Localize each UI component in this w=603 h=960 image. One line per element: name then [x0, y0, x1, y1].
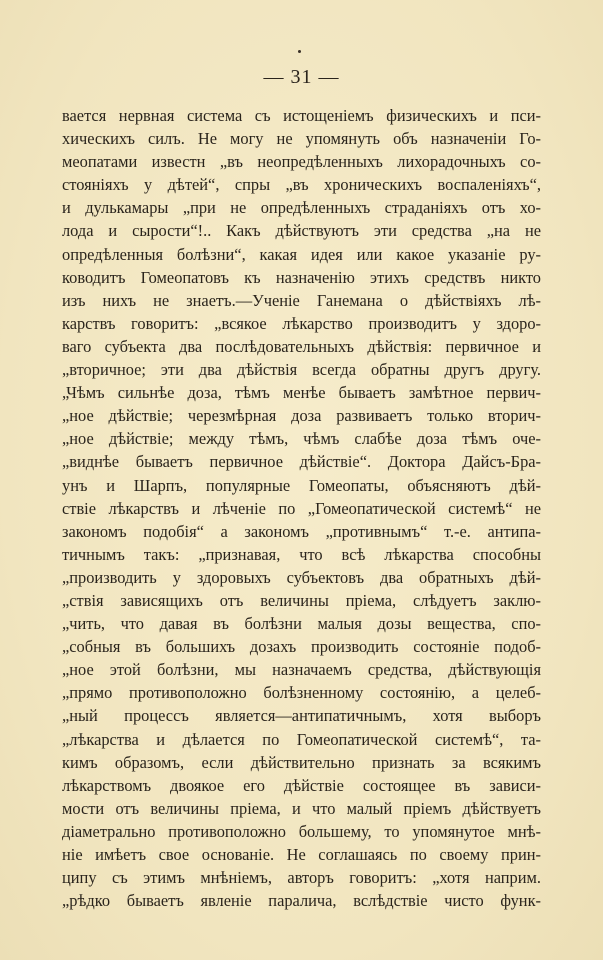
body-text [62, 104, 541, 912]
text-line: тичнымъ такъ: „признавая, что всѣ лѣкарства способны [62, 544, 541, 564]
text-line: „виднѣе бываетъ первичное дѣйствіе“. Доктора Дайсъ-Бра- [62, 452, 541, 472]
text-line: „ный процессъ является—антипатичнымъ, хотя выборъ [62, 706, 541, 726]
text-line: лѣкарствомъ двоякое его дѣйствіе состоящее въ зависи- [62, 775, 541, 795]
text-line: вается нервная система съ истощеніемъ физическихъ и пси- [62, 106, 541, 125]
text-line: меопатами известн „въ неопредѣленныхъ лихорадочныхъ со- [62, 152, 541, 172]
text-line: ствіе лѣкарствъ и лѣченіе по „Гомеопатической системѣ“ не [62, 498, 541, 518]
text-line: „ное дѣйствіе; между тѣмъ, чѣмъ слабѣе доза тѣмъ оче- [62, 429, 541, 449]
ink-speck [298, 50, 301, 53]
text-line: опредѣленныя болѣзни“, какая идея или какое указаніе ру- [62, 244, 541, 264]
text-line: стояніяхъ у дѣтей“, спры „въ хроническихъ воспаленіяхъ“, [62, 175, 541, 195]
text-line: „Чѣмъ сильнѣе доза, тѣмъ менѣе бываетъ замѣтное первич- [62, 383, 541, 403]
text-line: ководитъ Гомеопатовъ къ назначенію этихъ средствъ никто [62, 267, 541, 287]
text-line: „производить у здоровыхъ субъектовъ два обратныхъ дѣй- [62, 567, 541, 587]
text-line: мости отъ величины пріема, и что малый пріемъ дѣйствуетъ [62, 798, 541, 818]
text-line: изъ нихъ не знаетъ.—Ученіе Ганемана о дѣйствіяхъ лѣ- [62, 290, 541, 310]
text-line: карствъ говоритъ: „всякое лѣкарство производитъ у здоро- [62, 313, 541, 333]
text-line: ципу съ этимъ мнѣніемъ, авторъ говоритъ: „хотя наприм. [62, 868, 541, 888]
text-line: „вторичное; эти два дѣйствія всегда обратны другъ другу. [62, 360, 541, 380]
text-line: „ное дѣйствіе; черезмѣрная доза развиваетъ только вторич- [62, 406, 541, 426]
text-line: и дулькамары „при не опредѣленныхъ страданіяхъ отъ хо- [62, 198, 541, 218]
text-line: „собныя въ большихъ дозахъ производить состояніе подоб- [62, 637, 541, 657]
text-line: „рѣдко бываетъ явленіе паралича, вслѣдствіе чисто функ- [62, 891, 541, 911]
text-line: „ное этой болѣзни, мы назначаемъ средства, дѣйствующія [62, 660, 541, 680]
text-line: унъ и Шарпъ, популярные Гомеопаты, объясняютъ дѣй- [62, 475, 541, 495]
text-line: „чить, что давая въ болѣзни малыя дозы вещества, спо- [62, 614, 541, 634]
text-line: „прямо противоположно болѣзненному состоянію, а целеб- [62, 683, 541, 703]
text-line: діаметрально противоположно большему, то упомянутое мнѣ- [62, 821, 541, 841]
text-line: „лѣкарства и дѣлается по Гомеопатической системѣ“, та- [62, 729, 541, 749]
text-line: ніе имѣетъ свое основаніе. Не соглашаясь по своему прин- [62, 845, 541, 864]
text-line: лода и сырости“!.. Какъ дѣйствуютъ эти средства „на не [62, 221, 541, 241]
text-line: хическихъ силъ. Не могу не упомянуть объ назначеніи Го- [62, 129, 541, 149]
page-number: — 31 — [263, 66, 340, 88]
text-line: кимъ образомъ, если дѣйствительно признать за всякимъ [62, 752, 541, 772]
text-line: „ствія зависящихъ отъ величины пріема, слѣдуетъ заклю- [62, 590, 541, 610]
text-line: ваго субъекта два послѣдовательныхъ дѣйствія: первичное и [62, 336, 541, 356]
text-line: закономъ подобія“ а закономъ „противнымъ“ т.-е. антипа- [62, 521, 541, 541]
